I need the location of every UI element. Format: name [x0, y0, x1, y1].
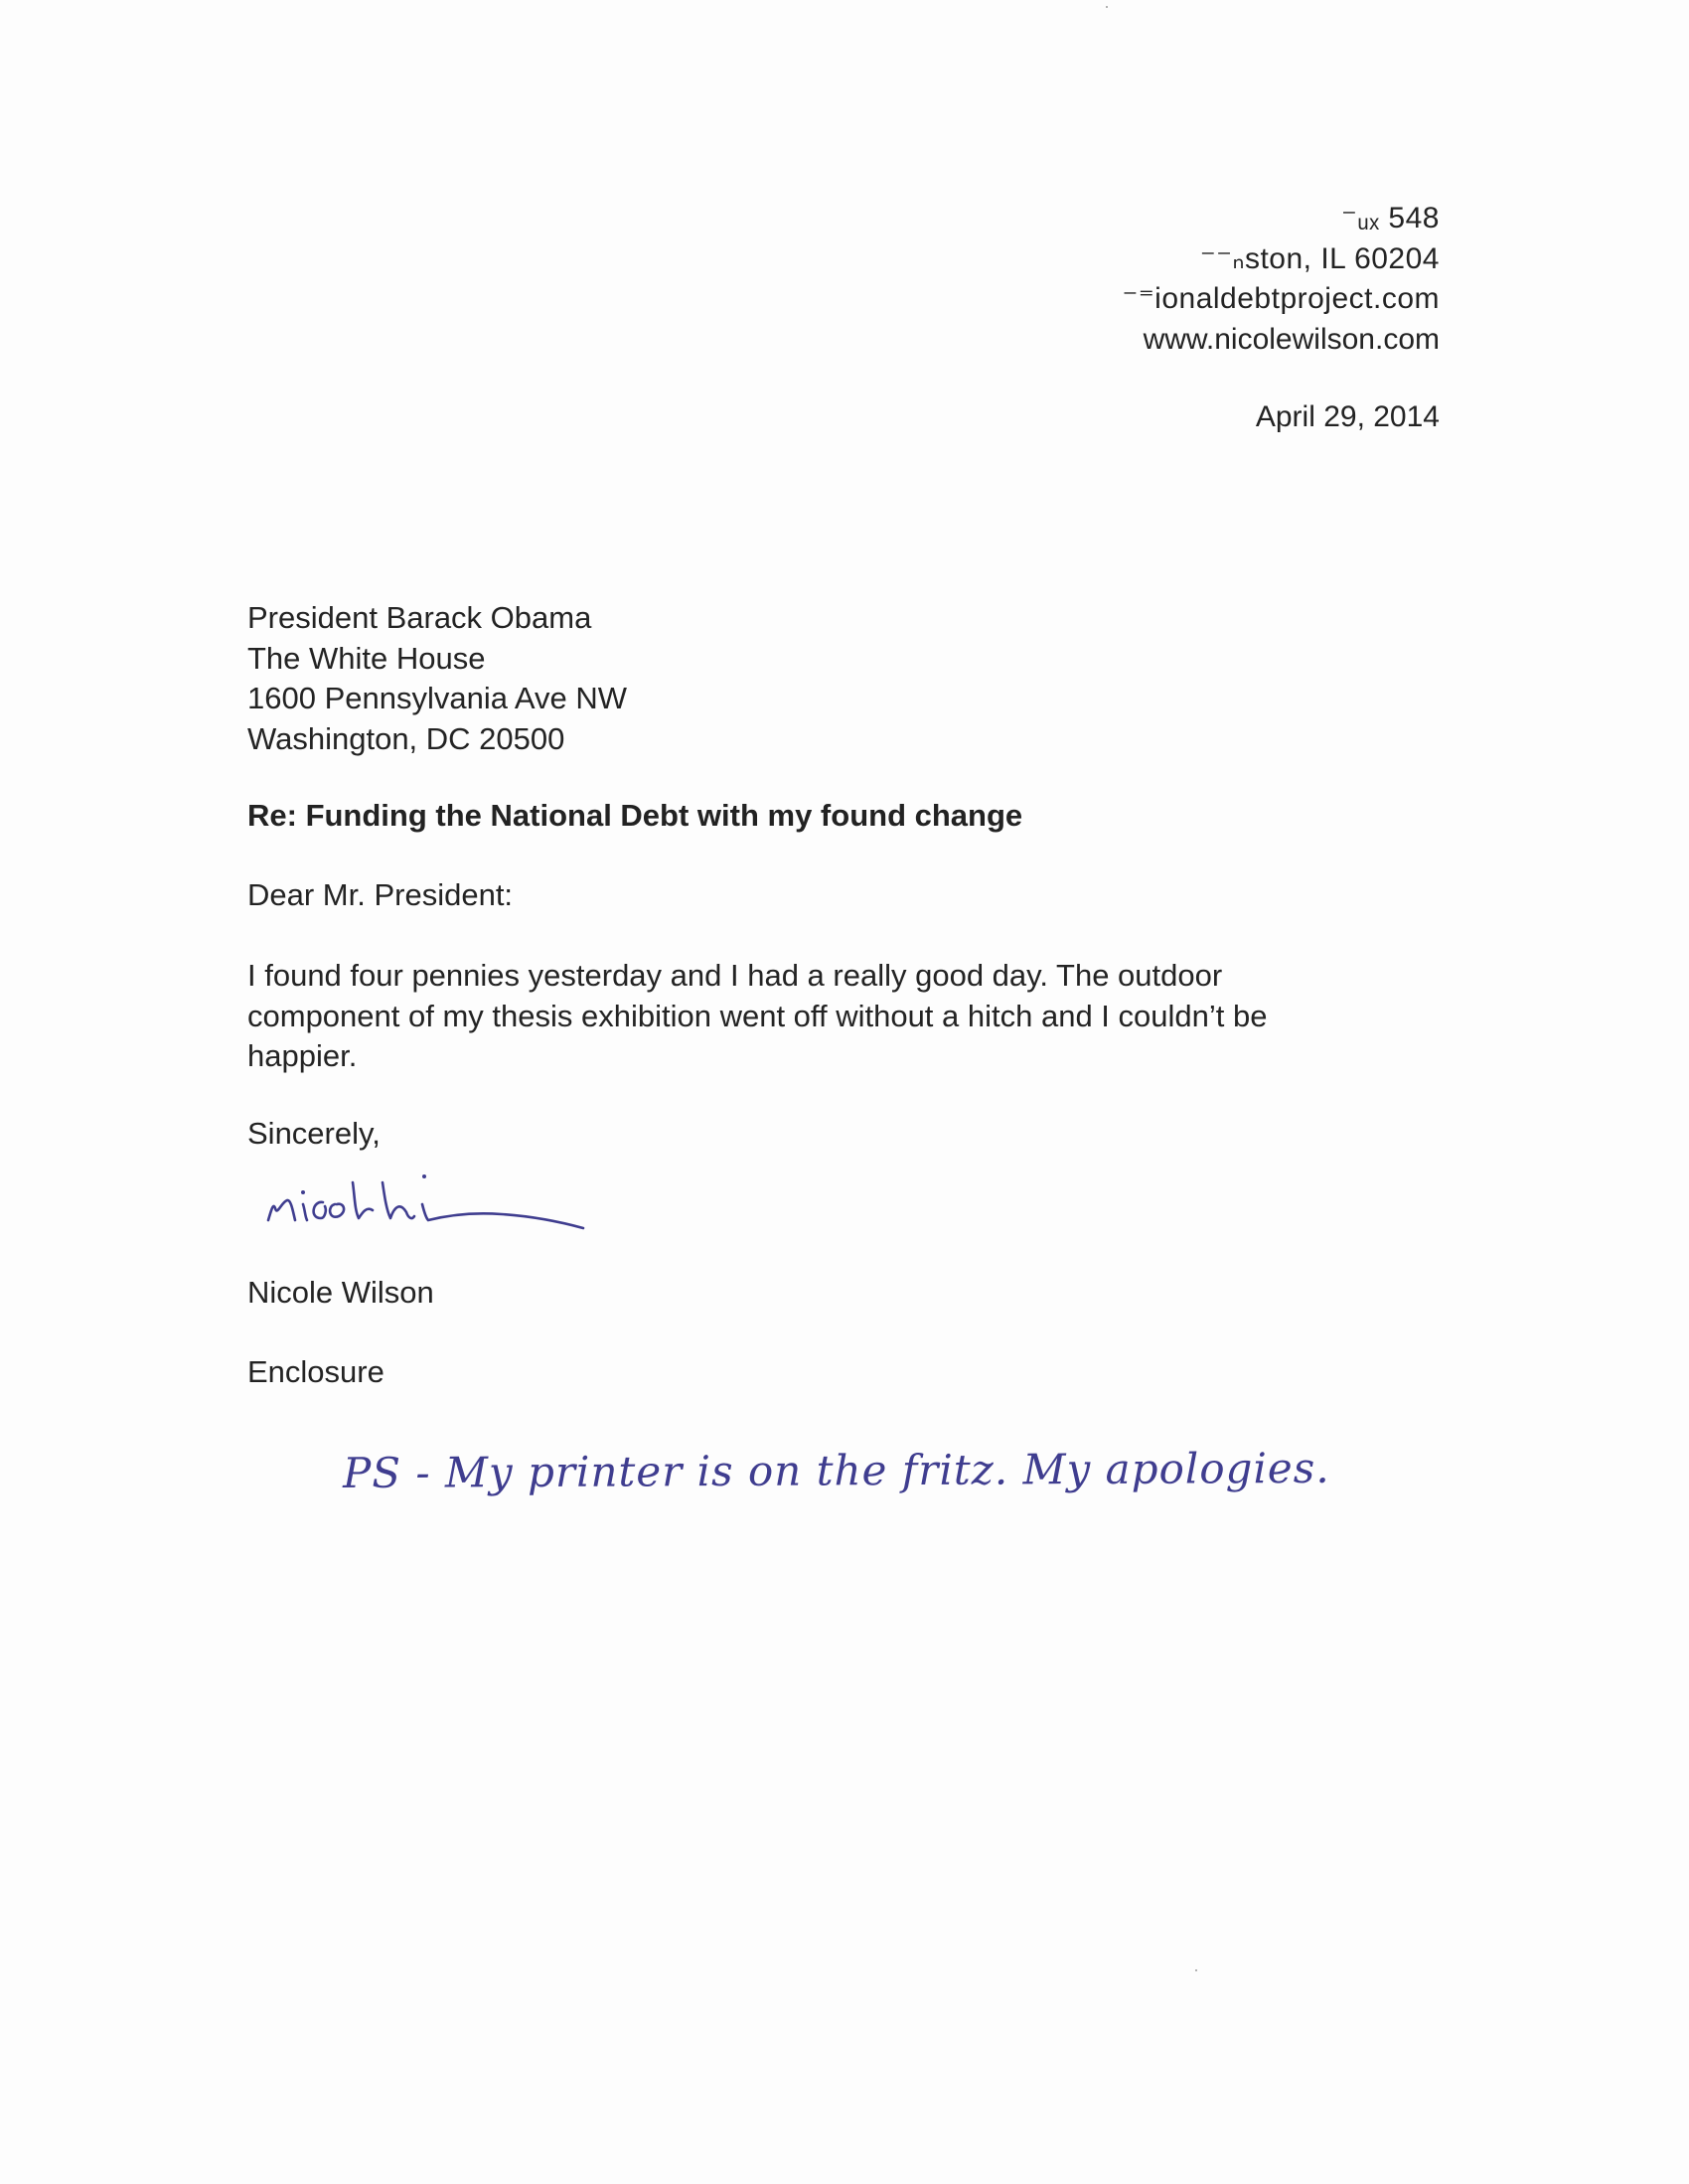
- handwritten-postscript: PS - My printer is on the fritz. My apologies.: [342, 1443, 1330, 1497]
- signer-name: Nicole Wilson: [247, 1275, 434, 1310]
- signature-stroke-second: [383, 1182, 583, 1228]
- return-address: [1123, 199, 1441, 360]
- return-address-po-box: ⁻ᵤₓ 548: [1340, 202, 1440, 234]
- body-paragraph: [247, 956, 1400, 1077]
- recipient-address: [247, 598, 627, 759]
- return-address-city: ⁻⁻ₙston, IL 60204: [1199, 241, 1440, 275]
- closing: Sincerely,: [247, 1116, 381, 1151]
- salutation: Dear Mr. President:: [247, 877, 514, 912]
- enclosure-notation: Enclosure: [247, 1354, 384, 1389]
- body-line-1: I found four pennies yesterday and I had a really good day. The outdoor: [247, 958, 1223, 993]
- return-address-email: ⁻⁼ionaldebtproject.com: [1122, 282, 1440, 315]
- signature-i-dot-1: [301, 1190, 305, 1194]
- body-line-3: happier.: [247, 1038, 358, 1073]
- handwritten-signature: [263, 1163, 591, 1242]
- return-address-website: www.nicolewilson.com: [1143, 322, 1440, 356]
- scan-speck: [1106, 6, 1108, 8]
- recipient-street: 1600 Pennsylvania Ave NW: [247, 681, 627, 715]
- body-line-2: component of my thesis exhibition went off without a hitch and I couldn’t be: [247, 998, 1268, 1033]
- scan-speck: [1195, 1969, 1197, 1971]
- recipient-city: Washington, DC 20500: [247, 720, 565, 756]
- recipient-name: President Barack Obama: [247, 600, 592, 635]
- signature-i-dot-2: [422, 1174, 426, 1178]
- subject-line: Re: Funding the National Debt with my found change: [247, 798, 1023, 833]
- signature-stroke-first: [268, 1182, 373, 1220]
- letter-date: April 29, 2014: [1255, 400, 1440, 433]
- recipient-organization: The White House: [247, 640, 486, 676]
